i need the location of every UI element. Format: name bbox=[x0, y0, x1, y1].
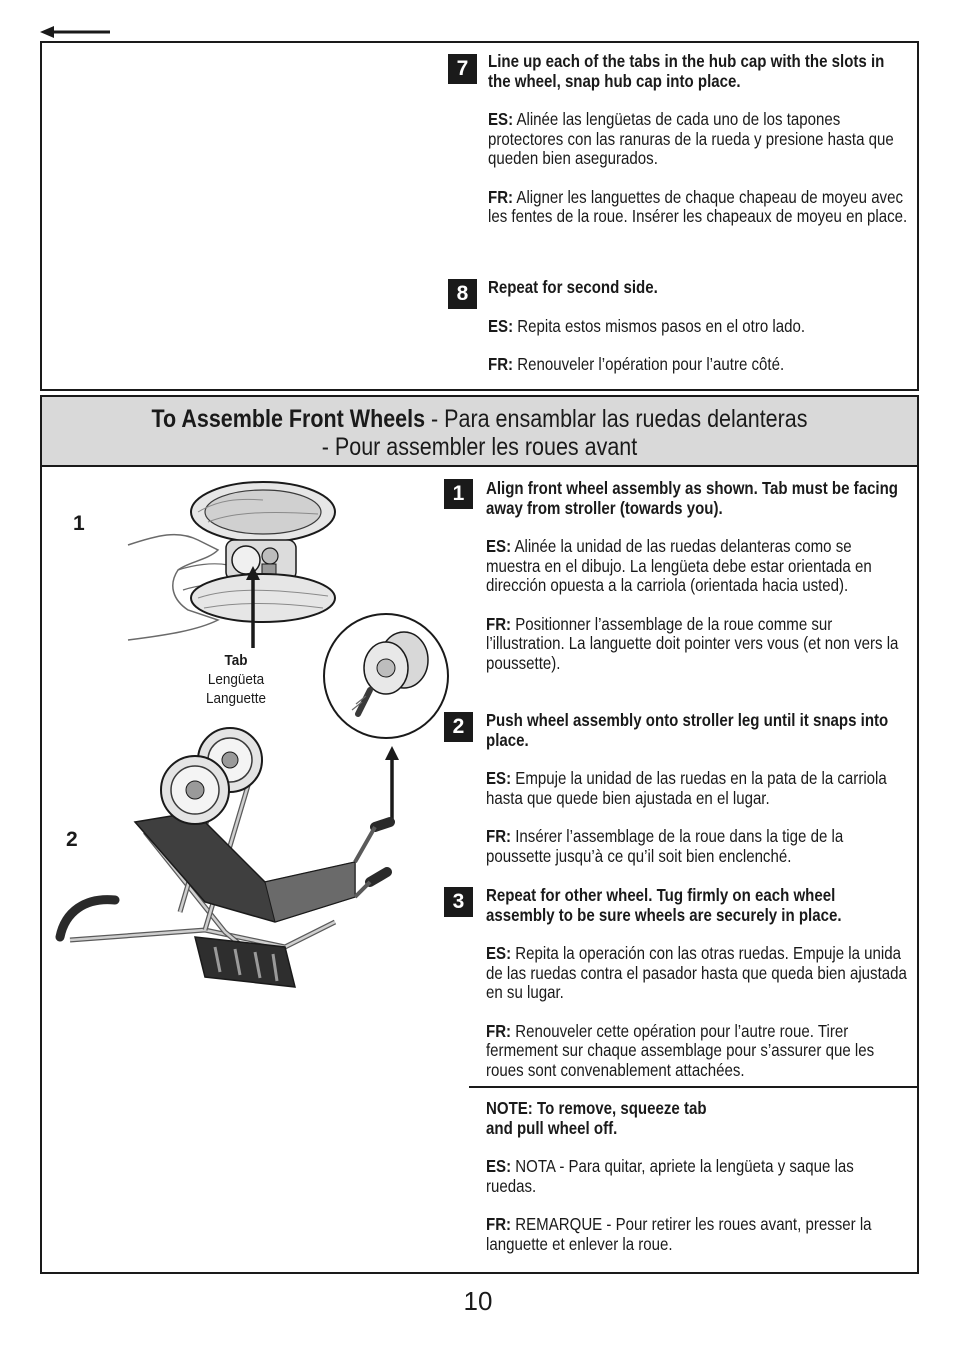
step-8-text bbox=[488, 278, 866, 394]
stroller-illustration bbox=[55, 722, 405, 1007]
step-8-es: ES: Repita estos mismos pasos en el otro lado. bbox=[488, 315, 806, 336]
step-8-fr: FR: Renouveler l’opération pour l’autre côté. bbox=[488, 354, 785, 374]
tab-label: Tab Lengüeta Languette bbox=[205, 652, 267, 707]
step-2-en: Push wheel assembly onto stroller leg until it snaps into place. bbox=[486, 710, 889, 750]
section-title-band bbox=[42, 397, 917, 467]
step-3-text bbox=[486, 885, 907, 1099]
step-7-text bbox=[488, 51, 908, 246]
step-3-en: Repeat for other wheel. Tug firmly on each wheel assembly to be sure wheels are securely in place. bbox=[486, 885, 842, 925]
step-2-fr: FR: Insérer l’assemblage de la roue dans la tige de la poussette jusqu’à ce qu’il soit bien enclenché. bbox=[486, 826, 844, 866]
step-1-fr: FR: Positionner l’assemblage de la roue comme sur l’illustration. La languette doit pointer vers vous (et non vers la poussette). bbox=[486, 613, 899, 673]
section-title: To Assemble Front Wheels - Para ensamblar las ruedas delanteras bbox=[151, 405, 808, 433]
step-number-2: 2 bbox=[444, 712, 473, 742]
step-7-fr: FR: Aligner les languettes de chaque chapeau de moyeu avec les fentes de la roue. Insérer les chapeaux de moyeu en place. bbox=[488, 186, 908, 226]
note-text bbox=[486, 1098, 872, 1273]
step-2-text bbox=[486, 710, 889, 885]
step-3-es: ES: Repita la operación con las otras ruedas. Empuje la unida de las ruedas contra el pasador hasta que queda bien ajustada en su lugar. bbox=[486, 943, 907, 1002]
step-7-es: ES: Alinée las lengüetas de cada uno de los tapones protectores con las ranuras de la rueda y presione hasta que queden bien asegurados. bbox=[488, 109, 894, 168]
step-3-fr: FR: Renouveler cette opération pour l’autre roue. Tirer fermement sur chaque assemblage pour s’assurer que les roues sont convenablement attachées. bbox=[486, 1020, 875, 1080]
step-1-es: ES: Alinée la unidad de las ruedas delanteras como se muestra en el dibujo. La lengüeta debe estar orientada en dirección opuesta a la carriola (orientada hacia usted). bbox=[486, 536, 872, 595]
figure-1-label: 1 bbox=[73, 512, 85, 535]
step-number-3: 3 bbox=[444, 887, 473, 917]
step-8-en: Repeat for second side. bbox=[488, 277, 658, 297]
note-es: ES: NOTA - Para quitar, apriete la lengüeta y saque las ruedas. bbox=[486, 1156, 854, 1196]
page-number: 10 bbox=[463, 1286, 493, 1316]
figure-2-label: 2 bbox=[66, 828, 78, 851]
steps-7-8-panel bbox=[40, 41, 919, 391]
step-number-7: 7 bbox=[448, 54, 477, 84]
step-1-text bbox=[486, 478, 899, 692]
note-fr: FR: REMARQUE - Pour retirer les roues avant, presser la languette et enlever la roue. bbox=[486, 1214, 872, 1254]
section-title-fr: - Pour assembler les roues avant bbox=[321, 433, 638, 461]
back-arrow-icon bbox=[40, 22, 112, 42]
step-number-1: 1 bbox=[444, 479, 473, 509]
step-7-en: Line up each of the tabs in the hub cap with the slots in the wheel, snap hub cap into place. bbox=[488, 51, 885, 91]
step-number-8: 8 bbox=[448, 279, 477, 309]
note-en: NOTE: To remove, squeeze tab and pull wheel off. bbox=[486, 1098, 707, 1138]
step-1-en: Align front wheel assembly as shown. Tab must be facing away from stroller (towards you). bbox=[486, 478, 899, 518]
note-divider bbox=[469, 1086, 917, 1088]
step-2-es: ES: Empuje la unidad de las ruedas en la pata de la carriola hasta que quede bien ajustada en el lugar. bbox=[486, 768, 887, 808]
